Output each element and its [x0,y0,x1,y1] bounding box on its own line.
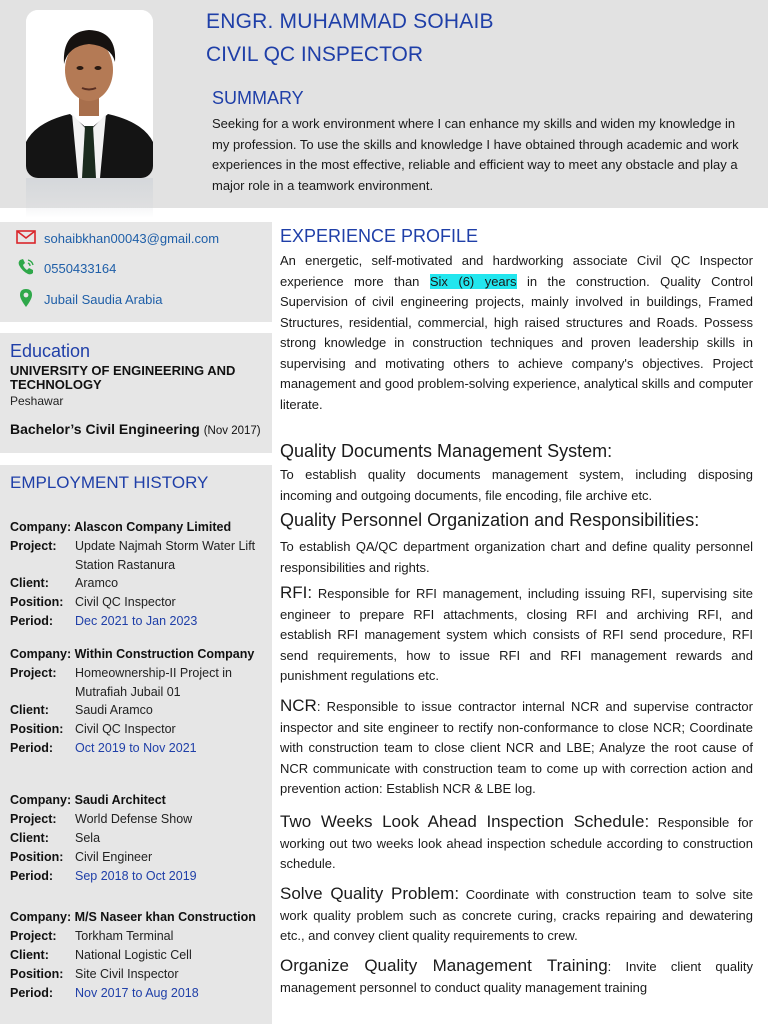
company-name: Saudi Architect [74,793,166,807]
period-value: Oct 2019 to Nov 2021 [75,741,197,755]
position-value: Civil QC Inspector [75,595,176,609]
section-quality-personnel [280,509,753,578]
client-value: National Logistic Cell [75,948,192,962]
company-label: Company: [10,647,72,661]
job-position [10,965,268,984]
position-label: Position: [10,850,64,864]
job-company [10,644,268,664]
job-project [10,537,268,574]
profile-photo [26,10,153,178]
solve-quality-heading: Solve Quality Problem: [280,884,460,903]
contact-panel [0,222,272,322]
email-text[interactable]: sohaibkhan00043@gmail.com [44,230,220,246]
period-label: Period: [10,986,54,1000]
company-label: Company: [10,520,72,534]
client-label: Client: [10,831,49,845]
job-entry [10,790,268,886]
phone-text[interactable]: 0550433164 [44,260,117,276]
job-period [10,739,268,758]
position-value: Civil QC Inspector [75,722,176,736]
project-value: Torkham Terminal [75,929,174,943]
job-project [10,810,268,829]
client-value: Aramco [75,576,119,590]
candidate-name: ENGR. MUHAMMAD SOHAIB [206,10,494,33]
email-icon [16,230,36,247]
job-project [10,664,268,701]
section-quality-documents [280,440,753,506]
experience-text-after: in the construction. Quality Control Supervision of civil engineering projects, mainly involved in buildings, Framed Structures, residential, commercial, high raised structures and Roads. Possess strong knowledge in construction techniques and proven leadership skills in supervising and motivating others to achieve company's objectives. Project management and good problem-solving experience, analytical skills and computer literate. [280,273,753,412]
job-period [10,984,268,1003]
experience-text [280,251,753,415]
training-heading: Organize Quality Management Training [280,956,608,975]
period-label: Period: [10,614,54,628]
location-text: Jubail Saudia Arabia [44,291,163,307]
section-rfi [280,583,753,687]
job-entry [10,907,268,1003]
company-name: Alascon Company Limited [74,520,232,534]
section-solve-quality [280,884,753,947]
company-label: Company: [10,793,72,807]
degree-date: (Nov 2017) [203,425,261,437]
job-company [10,790,268,810]
job-client [10,701,268,720]
project-value: Homeownership-II Project in Mutrafiah Jubail 01 [75,666,233,699]
company-name: Within Construction Company [74,647,255,661]
degree-name: Bachelor’s Civil Engineering [10,421,200,437]
quality-documents-text: To establish quality documents management system, including disposing incoming and outgoing documents, file encoding, file archive etc. [280,467,753,503]
project-label: Project: [10,812,57,826]
job-entry [10,517,268,631]
summary-heading: SUMMARY [212,88,304,108]
position-value: Site Civil Inspector [75,967,179,981]
job-position [10,848,268,867]
section-training [280,956,753,998]
company-name: M/S Naseer khan Construction [74,910,256,924]
client-label: Client: [10,576,49,590]
job-period [10,867,268,886]
section-ncr [280,696,753,800]
university-name: UNIVERSITY OF ENGINEERING AND TECHNOLOGY [10,363,236,392]
job-period [10,612,268,631]
job-company [10,517,268,537]
project-value: World Defense Show [75,812,193,826]
phone-icon [16,257,36,280]
rfi-text: Responsible for RFI management, including issuing RFI, supervising site engineer to prepare RFI attachments, closing RFI and archiving RFI, and establish RFI management system which consists of RFI send procedure, RFI send requirements, how to issue RFI and RFI management rewards and punishment regulations etc. [280,586,753,683]
university-city: Peshawar [10,394,64,408]
two-weeks-text: Responsible for working out two weeks look ahead inspection schedule according to construction schedule. [280,815,753,871]
position-label: Position: [10,722,64,736]
period-label: Period: [10,869,54,883]
period-label: Period: [10,741,54,755]
job-project [10,927,268,946]
period-value: Dec 2021 to Jan 2023 [75,614,198,628]
job-client [10,946,268,965]
contact-location-row [16,288,163,310]
solve-quality-text: Coordinate with construction team to solve site work quality problem such as concrete curing, cracks repairing and dewatering etc., and convey client quality requirements to crew. [280,887,753,943]
position-label: Position: [10,967,64,981]
employment-heading: EMPLOYMENT HISTORY [10,473,209,492]
position-label: Position: [10,595,64,609]
period-value: Nov 2017 to Aug 2018 [75,986,199,1000]
position-value: Civil Engineer [75,850,153,864]
education-panel [0,333,272,453]
job-company [10,907,268,927]
location-pin-icon [16,288,36,311]
photo-reflection [26,178,153,218]
client-value: Sela [75,831,101,845]
company-label: Company: [10,910,72,924]
summary-text: Seeking for a work environment where I can enhance my skills and widen my knowledge in my profession. To use the skills and knowledge I have obtained through academic and work experiences in the most effective, reliable and efficient way to meet any obstacle and play a major role in a teamwork environment. [212,116,739,193]
contact-email-row[interactable] [16,227,219,249]
two-weeks-heading: Two Weeks Look Ahead Inspection Schedule: [280,812,650,831]
education-heading: Education [10,341,91,361]
quality-personnel-text: To establish QA/QC department organization chart and define quality personnel responsibilities and rights. [280,539,753,575]
ncr-heading: NCR [280,696,317,715]
client-label: Client: [10,703,49,717]
rfi-heading: RFI: [280,583,313,602]
project-label: Project: [10,929,57,943]
job-position [10,593,268,612]
experience-text-before: An energetic, self-motivated and hardworking associate Civil QC Inspector experience more than [280,253,753,289]
experience-heading: EXPERIENCE PROFILE [280,226,479,246]
client-label: Client: [10,948,49,962]
quality-documents-heading: Quality Documents Management System: [280,441,613,461]
project-label: Project: [10,666,57,680]
job-position [10,720,268,739]
job-entry [10,644,268,758]
contact-phone-row[interactable] [16,257,116,279]
quality-personnel-heading: Quality Personnel Organization and Responsibilities: [280,510,700,530]
experience-highlight: Six (6) years [429,273,517,289]
section-two-weeks [280,812,753,875]
ncr-text: : Responsible to issue contractor internal NCR and supervise contractor inspector and site engineer to rectify non-conformance to close NCR; Coordinate with construction team to close client NCR and LBE; Analyze the root cause of NCR communicate with construction team to come up with correction action and prevention action: Establish NCR & LBE log. [280,699,753,796]
training-text: : Invite client quality management personnel to conduct quality management training [280,959,753,995]
job-title: CIVIL QC INSPECTOR [206,43,424,66]
client-value: Saudi Aramco [75,703,153,717]
period-value: Sep 2018 to Oct 2019 [75,869,197,883]
project-label: Project: [10,539,57,553]
employment-panel [0,465,272,1024]
job-client [10,574,268,593]
project-value: Update Najmah Storm Water Lift Station Rastanura [75,539,256,572]
job-client [10,829,268,848]
degree [10,421,261,437]
